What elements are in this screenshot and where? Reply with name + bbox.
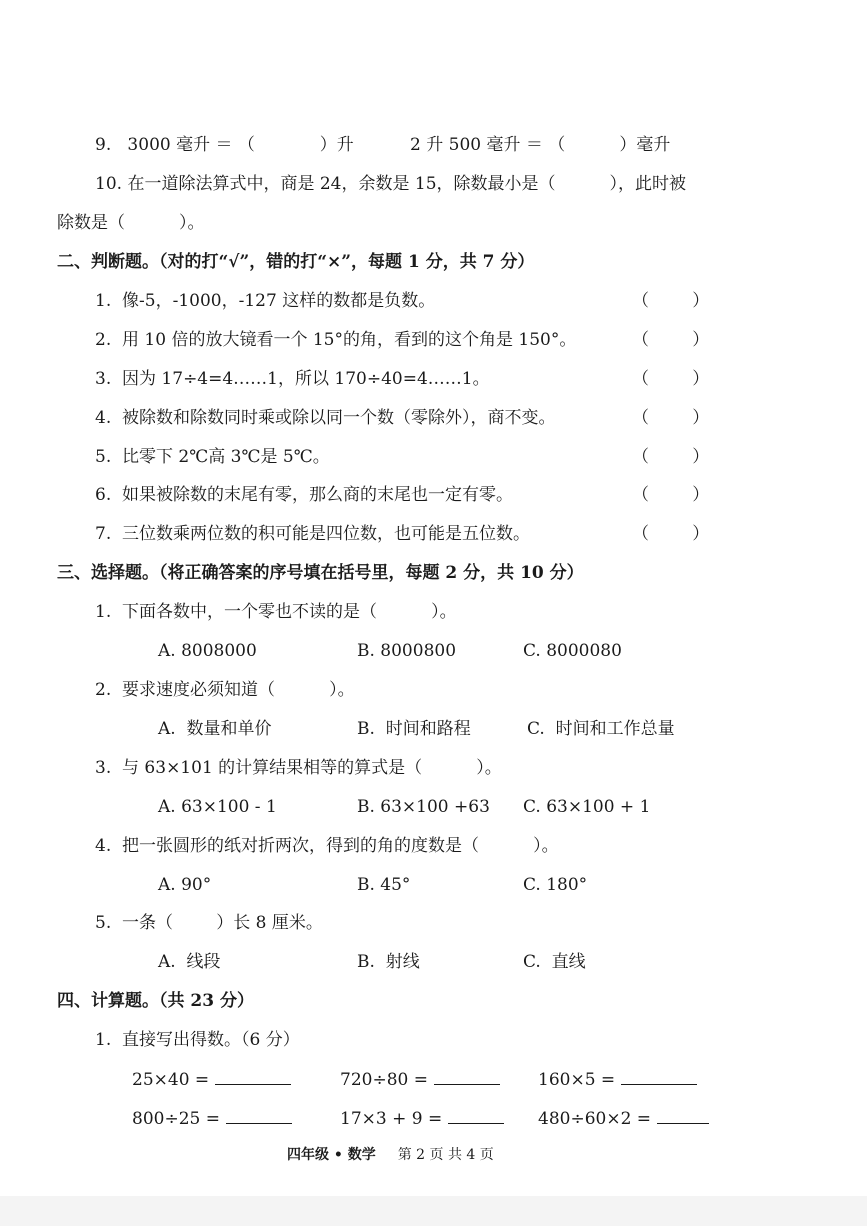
calc-expression: 720÷80 = [340,1068,500,1091]
judgement-item: 5. 比零下 2℃高 3℃是 5℃。 [95,447,330,467]
choice-option-a: A. 线段 [158,952,221,972]
choice-option-c: C. 直线 [523,952,586,972]
choice-option-a: A. 数量和单价 [158,719,272,739]
answer-blank[interactable] [434,1068,500,1085]
question-10-line-1: 10. 在一道除法算式中，商是 24，余数是 15，除数最小是（ ），此时被 [95,174,687,194]
answer-blank[interactable] [621,1068,697,1085]
question-9-part-a: 9. 3000 毫升 ＝ （ ）升 [95,135,354,155]
calc-section-heading: 四、计算题。（共 23 分） [57,991,254,1011]
page-footer [287,1144,494,1166]
choice-question-stem: 4. 把一张圆形的纸对折两次，得到的角的度数是（ ）。 [95,836,559,856]
choice-option-a: A. 90° [158,875,212,895]
judgement-answer-paren: （ ） [632,291,710,311]
choice-question-stem: 5. 一条（ ）长 8 厘米。 [95,913,323,933]
choice-option-c: C. 180° [523,875,588,895]
answer-blank[interactable] [215,1068,291,1085]
choice-question-stem: 3. 与 63×101 的计算结果相等的算式是（ ）。 [95,758,502,778]
choice-option-b: B. 63×100 +63 [357,797,490,817]
choice-option-b: B. 8000800 [357,641,457,661]
calc-subquestion-1: 1. 直接写出得数。（6 分） [95,1030,300,1050]
answer-blank[interactable] [448,1107,504,1124]
judgement-answer-paren: （ ） [632,447,710,467]
choice-option-b: B. 射线 [357,952,420,972]
judgement-answer-paren: （ ） [632,485,710,505]
calc-expression: 17×3 + 9 = [340,1107,504,1130]
choice-option-a: A. 63×100 - 1 [158,797,277,817]
question-9-part-b: 2 升 500 毫升 ＝ （ ）毫升 [410,135,671,155]
judgement-item: 6. 如果被除数的末尾有零，那么商的末尾也一定有零。 [95,485,514,505]
judgement-item: 1. 像-5，-1000，-127 这样的数都是负数。 [95,291,436,311]
choice-option-c: C. 时间和工作总量 [527,719,675,739]
calc-expression: 800÷25 = [132,1107,292,1130]
calc-expression: 160×5 = [538,1068,697,1091]
judgement-item: 2. 用 10 倍的放大镜看一个 15°的角，看到的这个角是 150°。 [95,330,577,350]
choice-option-c: C. 8000080 [523,641,622,661]
answer-blank[interactable] [657,1107,709,1124]
question-10-line-2: 除数是（ ）。 [57,213,205,233]
judgement-section-heading: 二、判断题。（对的打“√”，错的打“×”，每题 1 分，共 7 分） [57,252,535,272]
judgement-item: 4. 被除数和除数同时乘或除以同一个数（零除外），商不变。 [95,408,556,428]
judgement-answer-paren: （ ） [632,524,710,544]
judgement-answer-paren: （ ） [632,408,710,428]
judgement-item: 7. 三位数乘两位数的积可能是四位数，也可能是五位数。 [95,524,531,544]
judgement-answer-paren: （ ） [632,369,710,389]
footer-subject: 四年级 • 数学 [287,1147,376,1163]
choice-section-heading: 三、选择题。（将正确答案的序号填在括号里，每题 2 分，共 10 分） [57,563,584,583]
page-bottom-band [0,1196,867,1226]
choice-option-c: C. 63×100 + 1 [523,797,651,817]
footer-page-number: 第 2 页 共 4 页 [397,1147,494,1163]
answer-blank[interactable] [226,1107,292,1124]
judgement-item: 3. 因为 17÷4=4……1，所以 170÷40=4……1。 [95,369,490,389]
choice-question-stem: 1. 下面各数中，一个零也不读的是（ ）。 [95,602,457,622]
choice-question-stem: 2. 要求速度必须知道（ ）。 [95,680,355,700]
choice-option-b: B. 45° [357,875,411,895]
choice-option-a: A. 8008000 [158,641,257,661]
calc-expression: 480÷60×2 = [538,1107,709,1130]
choice-option-b: B. 时间和路程 [357,719,471,739]
calc-expression: 25×40 = [132,1068,291,1091]
judgement-answer-paren: （ ） [632,330,710,350]
